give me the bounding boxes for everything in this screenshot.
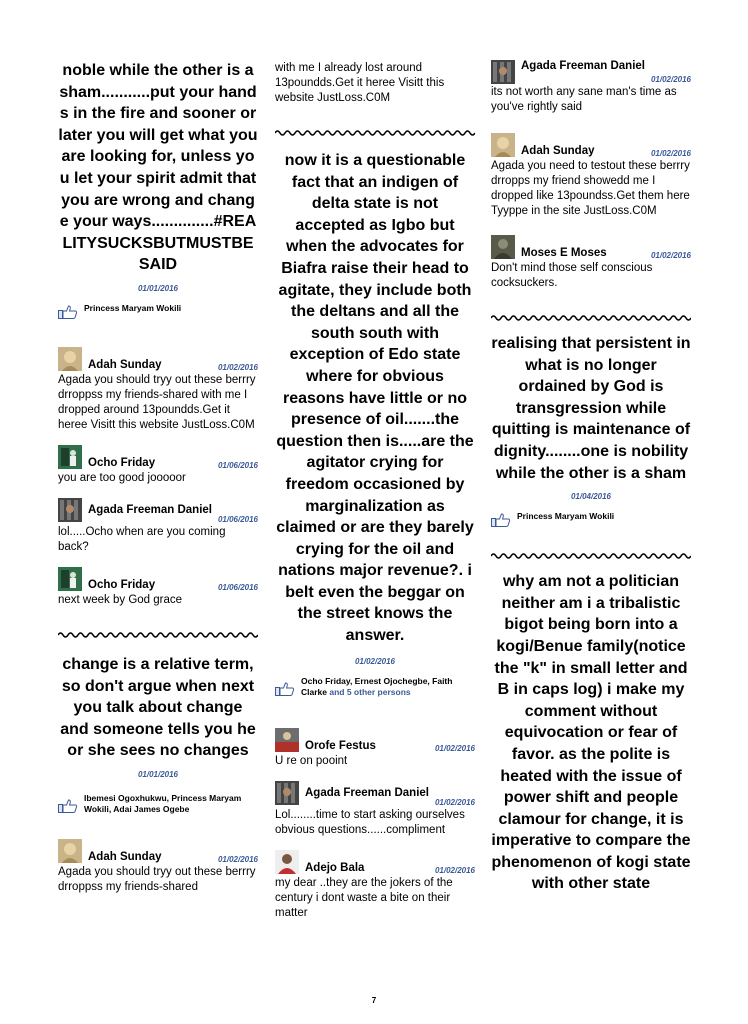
avatar-cartoon-icon[interactable] bbox=[491, 133, 515, 157]
comment bbox=[491, 133, 691, 219]
comment-text: Agada you should tryy out these berrry drroppss my friends-shared bbox=[58, 865, 256, 893]
likes-names[interactable]: Princess Maryam Wokili bbox=[517, 511, 615, 522]
comment bbox=[491, 60, 691, 115]
likes-row[interactable] bbox=[491, 511, 691, 527]
likes-row[interactable] bbox=[275, 676, 475, 698]
comment-date: 01/06/2016 bbox=[217, 460, 258, 470]
commenter-name[interactable]: Ocho Friday bbox=[88, 578, 156, 591]
comment-date: 01/02/2016 bbox=[650, 149, 691, 158]
commenter-name[interactable]: Adah Sunday bbox=[88, 358, 162, 371]
comment-date: 01/02/2016 bbox=[217, 362, 258, 372]
column-1 bbox=[58, 60, 258, 895]
column-2 bbox=[275, 61, 475, 921]
avatar-photo-icon[interactable] bbox=[275, 728, 299, 752]
avatar-photo-icon[interactable] bbox=[58, 567, 82, 591]
comment bbox=[58, 445, 258, 486]
comment-text: Lol........time to start asking ourselves obvious questions......compliment bbox=[275, 808, 465, 836]
post-date: 01/04/2016 bbox=[570, 492, 612, 502]
comment bbox=[275, 728, 475, 769]
wavy-divider bbox=[491, 551, 691, 561]
commenter-name[interactable]: Moses E Moses bbox=[521, 247, 607, 259]
commenter-name[interactable]: Orofe Festus bbox=[305, 739, 376, 752]
comment-date: 01/06/2016 bbox=[217, 582, 258, 592]
comment-text: its not worth any sane man's time as you've rightly said bbox=[491, 86, 677, 113]
likes-more-link[interactable]: and 5 other persons bbox=[329, 686, 411, 697]
avatar-photo-icon[interactable] bbox=[275, 850, 299, 874]
comment bbox=[58, 567, 258, 608]
post-date: 01/01/2016 bbox=[137, 283, 179, 293]
comment bbox=[58, 498, 258, 555]
avatar-photo-icon[interactable] bbox=[58, 445, 82, 469]
comment-text: my dear ..they are the jokers of the century i dont waste a bite on their matter bbox=[275, 876, 453, 919]
comment bbox=[58, 839, 258, 895]
comment-date: 01/02/2016 bbox=[217, 854, 258, 864]
likes-row[interactable] bbox=[58, 303, 258, 319]
avatar-photo-icon[interactable] bbox=[491, 235, 515, 259]
comment-text: Agada you need to testout these berrry drropps my friend showedd me I dropped like 13poundss.Get them here Tyyppe in the site JustLoss.C0M bbox=[491, 160, 690, 217]
comment-text: next week by God grace bbox=[58, 593, 183, 606]
likes-names[interactable] bbox=[301, 676, 475, 698]
post-text: why am not a politician neither am i a tribalistic bigot being born into a kogi/Benue family(notice the "k" in small letter and B in caps log) i make my comment without equivocation or fear of favor. as the polite is heated with the issue of power shift and people clamour for change, it is imperative to compare the phenomenon of kogi state with other state bbox=[491, 573, 691, 893]
avatar-photo-icon[interactable] bbox=[491, 60, 515, 84]
wavy-divider bbox=[58, 630, 258, 640]
post-text: noble while the other is a sham...........put your hands in the fire and sooner or later you will get what you are looking for, unless you let your spirit admit that you are wrong and change your ways..............#REALITYSUCKSBUTMUSTBESAID bbox=[58, 62, 258, 274]
likes-row[interactable] bbox=[58, 793, 258, 815]
avatar-photo-icon[interactable] bbox=[58, 498, 82, 522]
comment-text-continued: with me I already lost around 13poundds.Get it heree Visitt this website JustLoss.C0M bbox=[275, 62, 445, 104]
commenter-name[interactable]: Adah Sunday bbox=[521, 145, 595, 157]
comment bbox=[275, 850, 475, 921]
comment-text: Don't mind those self conscious cocksuckers. bbox=[491, 262, 653, 289]
comment-text: you are too good jooooor bbox=[58, 471, 186, 484]
post-date: 01/02/2016 bbox=[354, 656, 396, 666]
wavy-divider bbox=[275, 128, 475, 138]
comment-text: U re on pooint bbox=[275, 754, 348, 767]
likes-names-list[interactable]: Ocho Friday, Ernest Ojochegbe, Faith Clarke bbox=[301, 675, 453, 697]
wavy-divider bbox=[491, 313, 691, 323]
like-thumb-icon[interactable] bbox=[491, 513, 511, 527]
comment-date: 01/06/2016 bbox=[217, 514, 258, 524]
commenter-name[interactable]: Agada Freeman Daniel bbox=[521, 60, 645, 72]
post-text: now it is a questionable fact that an indigen of delta state is not accepted as Igbo but when the advocates for Biafra raise their head to agitate, they include both the deltans and all the south south with exception of Edo state where for obvious reasons have little or no presence of oil.......the question then is.....are the agitator crying for freedom occasioned by marginalization as claimed or are they barely crying for the oil and nations major revenue?. i belt even the beggar on the street knows the answer. bbox=[276, 152, 474, 645]
comment-date: 01/02/2016 bbox=[650, 251, 691, 260]
commenter-name[interactable]: Adejo Bala bbox=[305, 861, 365, 874]
avatar-cartoon-icon[interactable] bbox=[58, 839, 82, 863]
page-number: 7 bbox=[371, 996, 377, 1005]
post-text: realising that persistent in what is no longer ordained by God is transgression while quitting is maintenance of dignity........one is nobility while the other is a sham bbox=[491, 335, 691, 482]
commenter-name[interactable]: Agada Freeman Daniel bbox=[305, 786, 429, 799]
like-thumb-icon[interactable] bbox=[58, 305, 78, 319]
post-date: 01/01/2016 bbox=[137, 769, 179, 779]
comment-date: 01/02/2016 bbox=[434, 865, 475, 875]
likes-names[interactable]: Princess Maryam Wokili bbox=[84, 302, 182, 313]
like-thumb-icon[interactable] bbox=[58, 799, 78, 813]
commenter-name[interactable]: Adah Sunday bbox=[88, 850, 162, 863]
comment-text: Agada you should tryy out these berrry drroppss my friends-shared with me I dropped around 13poundds.Get it heree Visitt this website JustLoss.C0M bbox=[58, 373, 256, 431]
avatar-cartoon-icon[interactable] bbox=[58, 347, 82, 371]
comment-text: lol.....Ocho when are you coming back? bbox=[58, 525, 226, 553]
avatar-photo-icon[interactable] bbox=[275, 781, 299, 805]
comment-date: 01/02/2016 bbox=[434, 797, 475, 807]
comment bbox=[491, 235, 691, 291]
comment bbox=[58, 347, 258, 433]
likes-names[interactable]: Ibemesi Ogoxhukwu, Princess Maryam Wokili, Adai James Ogebe bbox=[84, 792, 242, 814]
comment-date: 01/02/2016 bbox=[650, 75, 691, 84]
like-thumb-icon[interactable] bbox=[275, 682, 295, 696]
commenter-name[interactable]: Ocho Friday bbox=[88, 456, 156, 469]
column-3 bbox=[491, 48, 691, 895]
comment-date: 01/02/2016 bbox=[434, 743, 475, 753]
commenter-name[interactable]: Agada Freeman Daniel bbox=[88, 503, 212, 516]
comment bbox=[275, 781, 475, 838]
post-text: change is a relative term, so don't argue when next you talk about change and someone tells you he or she sees no changes bbox=[60, 655, 256, 760]
